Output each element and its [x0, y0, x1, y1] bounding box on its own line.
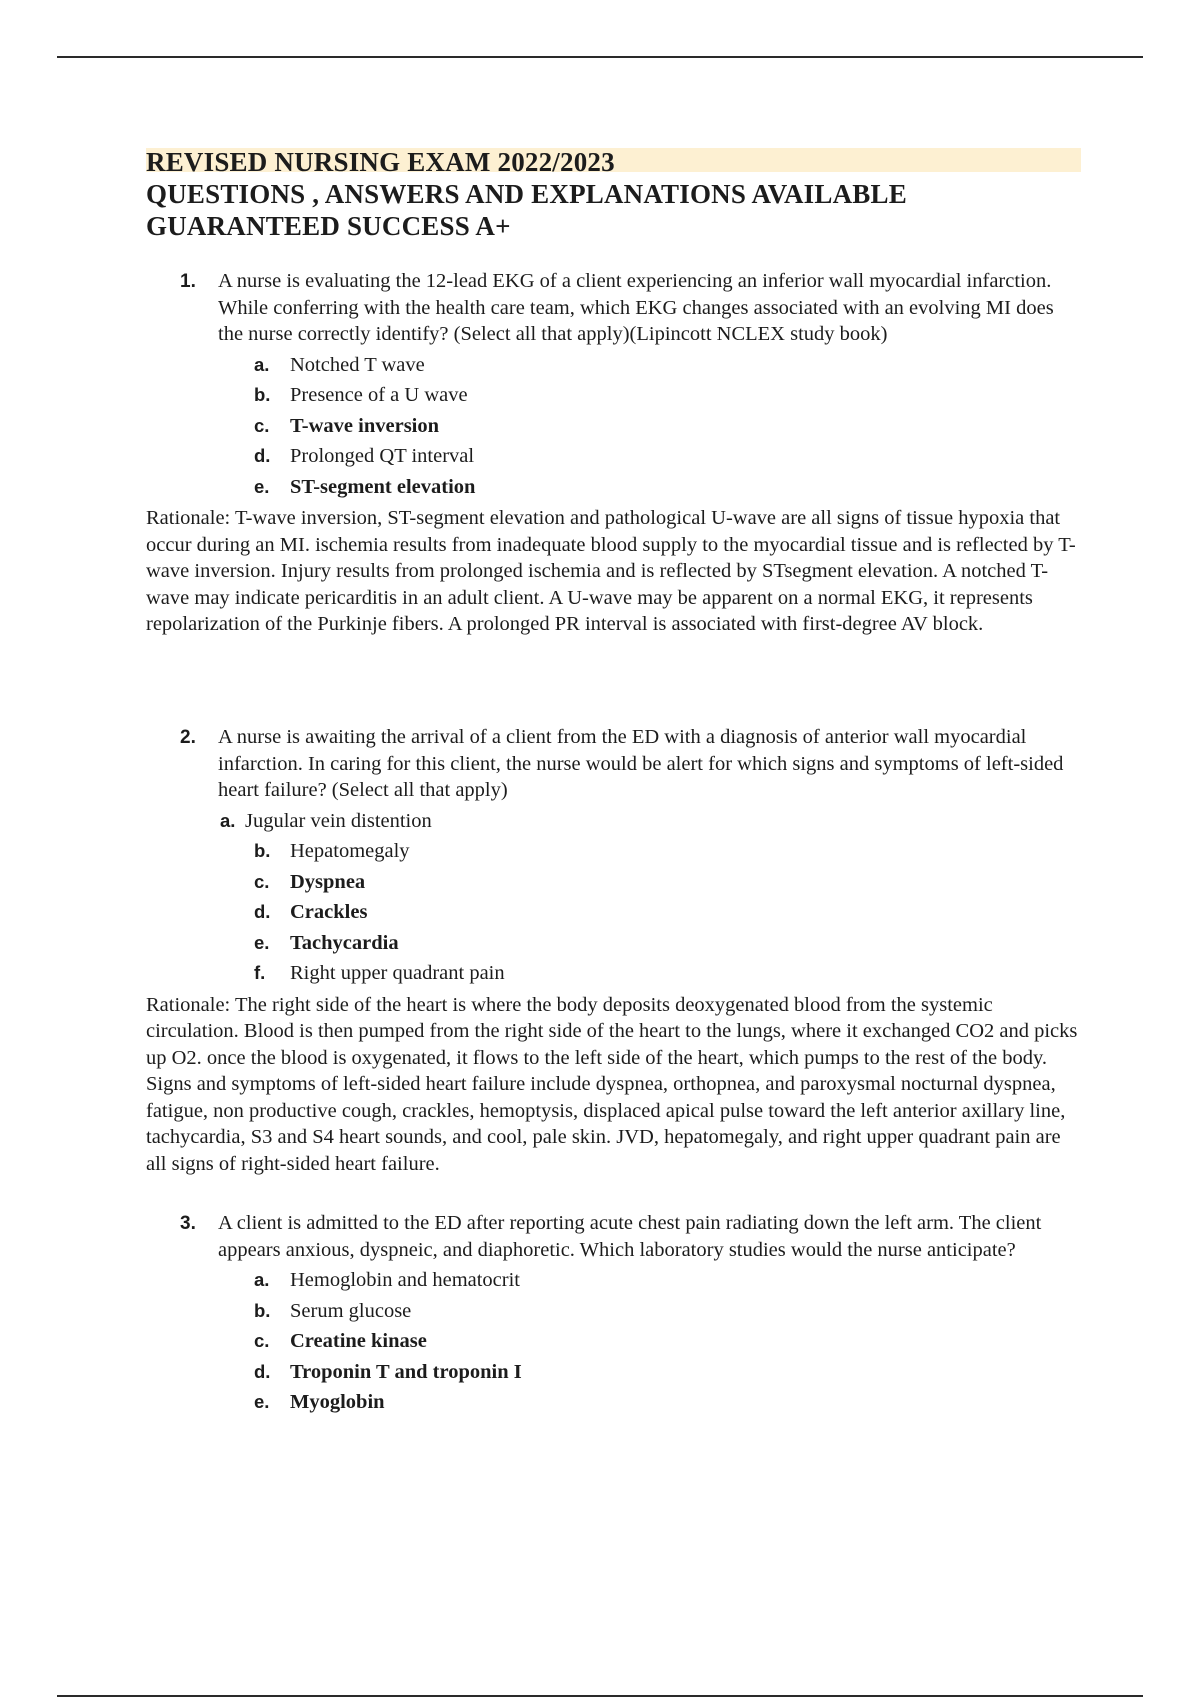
title-line-3: GUARANTEED SUCCESS A+ — [146, 211, 511, 241]
question-number: 3. — [180, 1213, 196, 1234]
option-f: f. Right upper quadrant pain — [254, 962, 505, 984]
option-list — [146, 351, 1081, 504]
document-title — [146, 146, 1081, 242]
option-c: c. Creatine kinase — [254, 1330, 427, 1352]
option-e: e. Myoglobin — [254, 1391, 385, 1413]
rationale: Rationale: T-wave inversion, ST-segment elevation and pathological U-wave are all signs of tissue hypoxia that occur during an MI. ischemia results from inadequate blood supply to the myocardial tissue and is reflected by T-wave inversion. Injury results from prolonged ischemia and is reflected by STsegment elevation. A notched T-wave may indicate pericarditis in an adult client. A U-wave may be apparent on a normal EKG, it represents repolarization of the Purkinje fibers. A prolonged PR interval is associated with first-degree AV block. — [146, 507, 1076, 635]
question-number: 1. — [180, 271, 196, 292]
option-d: d. Crackles — [254, 901, 368, 923]
option-list — [146, 807, 1081, 990]
option-e: e. Tachycardia — [254, 931, 399, 954]
option-a: a. Hemoglobin and hematocrit — [254, 1269, 520, 1291]
question-3 — [146, 1210, 1081, 1419]
option-c: c. T-wave inversion — [254, 414, 440, 437]
rationale: Rationale: The right side of the heart is where the body deposits deoxygenated blood from the systemic circulation. Blood is then pumped from the right side of the heart to the lungs, where it exchanged CO2 and picks up O2. once the blood is oxygenated, it flows to the left side of the heart, which pumps to the rest of the body. Signs and symptoms of left-sided heart failure include dyspnea, orthopnea, and paroxysmal nocturnal dyspnea, fatigue, non productive cough, crackles, hemoptysis, displaced apical pulse toward the left anterior axillary line, tachycardia, S3 and S4 heart sounds, and cool, pale skin. JVD, hepatomegaly, and right upper quadrant pain are all signs of right-sided heart failure. — [146, 993, 1078, 1175]
title-line-1: REVISED NURSING EXAM 2022/2023 — [146, 146, 1081, 178]
question-text: A client is admitted to the ED after reporting acute chest pain radiating down the left arm. The client appears anxious, dyspneic, and diaphoretic. Which laboratory studies would the nurse anticipate? — [218, 1212, 1042, 1261]
question-number: 2. — [180, 727, 196, 748]
question-2 — [146, 724, 1081, 1177]
option-d: d. Prolonged QT interval — [254, 445, 475, 467]
bottom-rule — [57, 1695, 1143, 1697]
title-line-2: QUESTIONS , ANSWERS AND EXPLANATIONS AVAILABLE — [146, 179, 907, 209]
question-1 — [146, 268, 1081, 638]
option-d: d. Troponin T and troponin I — [254, 1360, 522, 1383]
option-b: b. Presence of a U wave — [254, 384, 468, 406]
option-b: b. Hepatomegaly — [254, 840, 410, 862]
top-rule — [57, 56, 1143, 58]
option-e: e. ST-segment elevation — [254, 475, 476, 498]
question-text: A nurse is evaluating the 12-lead EKG of a client experiencing an inferior wall myocardial infarction. While conferring with the health care team, which EKG changes associated with an evolving MI does the nurse correctly identify? (Select all that apply)(Lipincott NCLEX study book) — [218, 270, 1054, 345]
option-list — [146, 1266, 1081, 1419]
option-b: b. Serum glucose — [254, 1299, 412, 1322]
question-text: A nurse is awaiting the arrival of a client from the ED with a diagnosis of anterior wall myocardial infarction. In caring for this client, the nurse would be alert for which signs and symptoms of left-sided heart failure? (Select all that apply) — [218, 726, 1064, 801]
option-a: a. Jugular vein distention — [220, 809, 432, 832]
option-a: a. Notched T wave — [254, 353, 425, 376]
option-c: c. Dyspnea — [254, 870, 366, 893]
